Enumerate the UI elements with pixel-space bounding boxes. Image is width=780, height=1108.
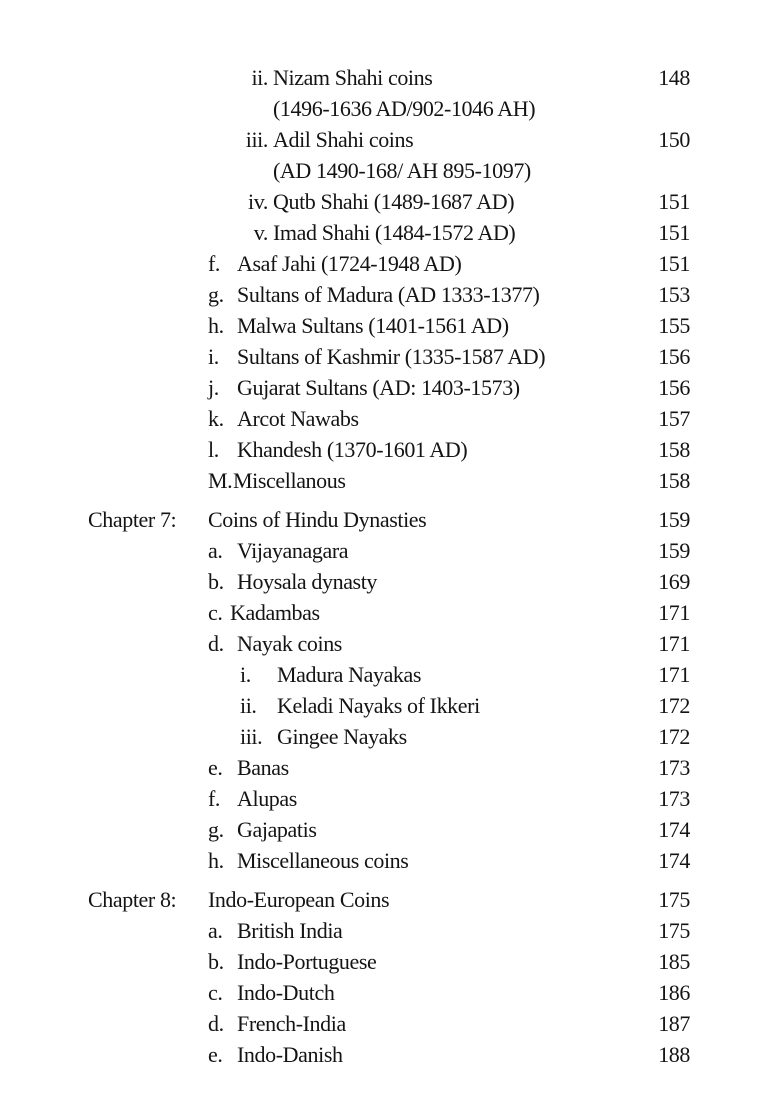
entry-title: Gingee Nayaks xyxy=(277,724,407,749)
toc-entry xyxy=(0,124,780,155)
entry-marker: d. xyxy=(208,1011,224,1036)
entry-marker: iv. xyxy=(248,189,268,214)
chapter-page-number: 175 xyxy=(658,887,690,912)
entry-page-number: 173 xyxy=(658,786,690,811)
entry-marker: l. xyxy=(208,437,219,462)
toc-entry-continuation xyxy=(0,93,780,124)
entry-page-number: 156 xyxy=(658,375,690,400)
entry-marker: v. xyxy=(253,220,268,245)
toc-entry xyxy=(0,1008,780,1039)
chapter-heading-7 xyxy=(0,504,780,535)
entry-page-number: 172 xyxy=(658,724,690,749)
toc-entry xyxy=(0,217,780,248)
entry-page-number: 172 xyxy=(658,693,690,718)
entry-title: Adil Shahi coins xyxy=(273,127,414,152)
toc-entry xyxy=(0,403,780,434)
entry-marker: h. xyxy=(208,848,224,873)
entry-page-number: 174 xyxy=(658,848,690,873)
entry-page-number: 153 xyxy=(658,282,690,307)
entry-page-number: 186 xyxy=(658,980,690,1005)
entry-title: Sultans of Madura (AD 1333-1377) xyxy=(237,282,540,307)
entry-marker: b. xyxy=(208,949,224,974)
toc-entry xyxy=(0,845,780,876)
toc-entry xyxy=(0,279,780,310)
entry-marker: e. xyxy=(208,1042,223,1067)
toc-entry xyxy=(0,341,780,372)
entry-title: Vijayanagara xyxy=(237,538,349,563)
entry-marker: iii. xyxy=(240,724,263,749)
entry-page-number: 151 xyxy=(658,220,690,245)
entry-title: Imad Shahi (1484-1572 AD) xyxy=(273,220,516,245)
entry-page-number: 159 xyxy=(658,538,690,563)
entry-title: Sultans of Kashmir (1335-1587 AD) xyxy=(237,344,546,369)
chapter-page-number: 159 xyxy=(658,507,690,532)
toc-entry xyxy=(0,752,780,783)
toc-entry xyxy=(0,783,780,814)
entry-title: Asaf Jahi (1724-1948 AD) xyxy=(237,251,462,276)
entry-page-number: 171 xyxy=(658,631,690,656)
entry-title: Miscellanous xyxy=(233,468,346,493)
entry-page-number: 171 xyxy=(658,662,690,687)
entry-title: Keladi Nayaks of Ikkeri xyxy=(277,693,480,718)
entry-title: Khandesh (1370-1601 AD) xyxy=(237,437,468,462)
entry-page-number: 151 xyxy=(658,251,690,276)
toc-entry xyxy=(0,310,780,341)
chapter-heading-8 xyxy=(0,884,780,915)
entry-marker: j. xyxy=(208,375,219,400)
toc-entry xyxy=(0,535,780,566)
entry-title: Indo-Danish xyxy=(237,1042,343,1067)
toc-entry xyxy=(0,566,780,597)
toc-entry xyxy=(0,814,780,845)
entry-marker: k. xyxy=(208,406,224,431)
entry-page-number: 156 xyxy=(658,344,690,369)
entry-page-number: 174 xyxy=(658,817,690,842)
entry-title: British India xyxy=(237,918,343,943)
entry-page-number: 151 xyxy=(658,189,690,214)
entry-page-number: 155 xyxy=(658,313,690,338)
entry-marker: d. xyxy=(208,631,224,656)
toc-entry xyxy=(0,1039,780,1070)
entry-title: Nizam Shahi coins xyxy=(273,65,433,90)
entry-title: Kadambas xyxy=(230,600,320,625)
entry-marker: f. xyxy=(208,786,221,811)
entry-title-continuation: (1496-1636 AD/902-1046 AH) xyxy=(273,96,536,121)
entry-title: Banas xyxy=(237,755,289,780)
entry-title: Qutb Shahi (1489-1687 AD) xyxy=(273,189,515,214)
entry-marker: h. xyxy=(208,313,224,338)
toc-entry xyxy=(0,372,780,403)
entry-marker: e. xyxy=(208,755,223,780)
entry-marker: g. xyxy=(208,817,224,842)
chapter-label: Chapter 7: xyxy=(88,507,177,532)
entry-marker: f. xyxy=(208,251,221,276)
entry-title: Malwa Sultans (1401-1561 AD) xyxy=(237,313,509,338)
toc-subentry xyxy=(0,721,780,752)
entry-title: Alupas xyxy=(237,786,297,811)
entry-page-number: 175 xyxy=(658,918,690,943)
table-of-contents xyxy=(0,62,780,1070)
entry-title: Madura Nayakas xyxy=(277,662,422,687)
entry-title: Gujarat Sultans (AD: 1403-1573) xyxy=(237,375,520,400)
entry-marker: i. xyxy=(208,344,219,369)
entry-marker: M. xyxy=(208,468,233,493)
toc-entry-continuation xyxy=(0,155,780,186)
entry-page-number: 158 xyxy=(658,468,690,493)
chapter-title: Indo-European Coins xyxy=(208,887,390,912)
entry-title-continuation: (AD 1490-168/ AH 895-1097) xyxy=(273,158,531,183)
toc-entry xyxy=(0,62,780,93)
entry-marker: i. xyxy=(240,662,251,687)
entry-marker: a. xyxy=(208,538,223,563)
entry-title: Hoysala dynasty xyxy=(237,569,378,594)
entry-title: French-India xyxy=(237,1011,346,1036)
toc-entry xyxy=(0,628,780,659)
toc-subentry xyxy=(0,659,780,690)
entry-title: Nayak coins xyxy=(237,631,342,656)
entry-page-number: 169 xyxy=(658,569,690,594)
entry-title: Arcot Nawabs xyxy=(237,406,359,431)
entry-marker: c. xyxy=(208,980,223,1005)
entry-title: Indo-Dutch xyxy=(237,980,335,1005)
entry-page-number: 188 xyxy=(658,1042,690,1067)
entry-marker: ii. xyxy=(251,65,268,90)
entry-page-number: 150 xyxy=(658,127,690,152)
entry-page-number: 157 xyxy=(658,406,690,431)
chapter-title: Coins of Hindu Dynasties xyxy=(208,507,427,532)
entry-marker: b. xyxy=(208,569,224,594)
toc-subentry xyxy=(0,690,780,721)
entry-marker: ii. xyxy=(240,693,257,718)
toc-entry xyxy=(0,186,780,217)
toc-entry xyxy=(0,465,780,496)
toc-entry xyxy=(0,597,780,628)
entry-page-number: 171 xyxy=(658,600,690,625)
entry-page-number: 185 xyxy=(658,949,690,974)
toc-entry xyxy=(0,946,780,977)
entry-marker: a. xyxy=(208,918,223,943)
chapter-label: Chapter 8: xyxy=(88,887,177,912)
toc-entry xyxy=(0,915,780,946)
entry-title: Gajapatis xyxy=(237,817,317,842)
toc-entry xyxy=(0,977,780,1008)
entry-page-number: 187 xyxy=(658,1011,690,1036)
entry-marker: g. xyxy=(208,282,224,307)
entry-title: Miscellaneous coins xyxy=(237,848,409,873)
entry-marker: c. xyxy=(208,600,223,625)
entry-title: Indo-Portuguese xyxy=(237,949,377,974)
entry-page-number: 173 xyxy=(658,755,690,780)
toc-entry xyxy=(0,248,780,279)
entry-marker: iii. xyxy=(245,127,268,152)
entry-page-number: 148 xyxy=(658,65,690,90)
toc-entry xyxy=(0,434,780,465)
entry-page-number: 158 xyxy=(658,437,690,462)
